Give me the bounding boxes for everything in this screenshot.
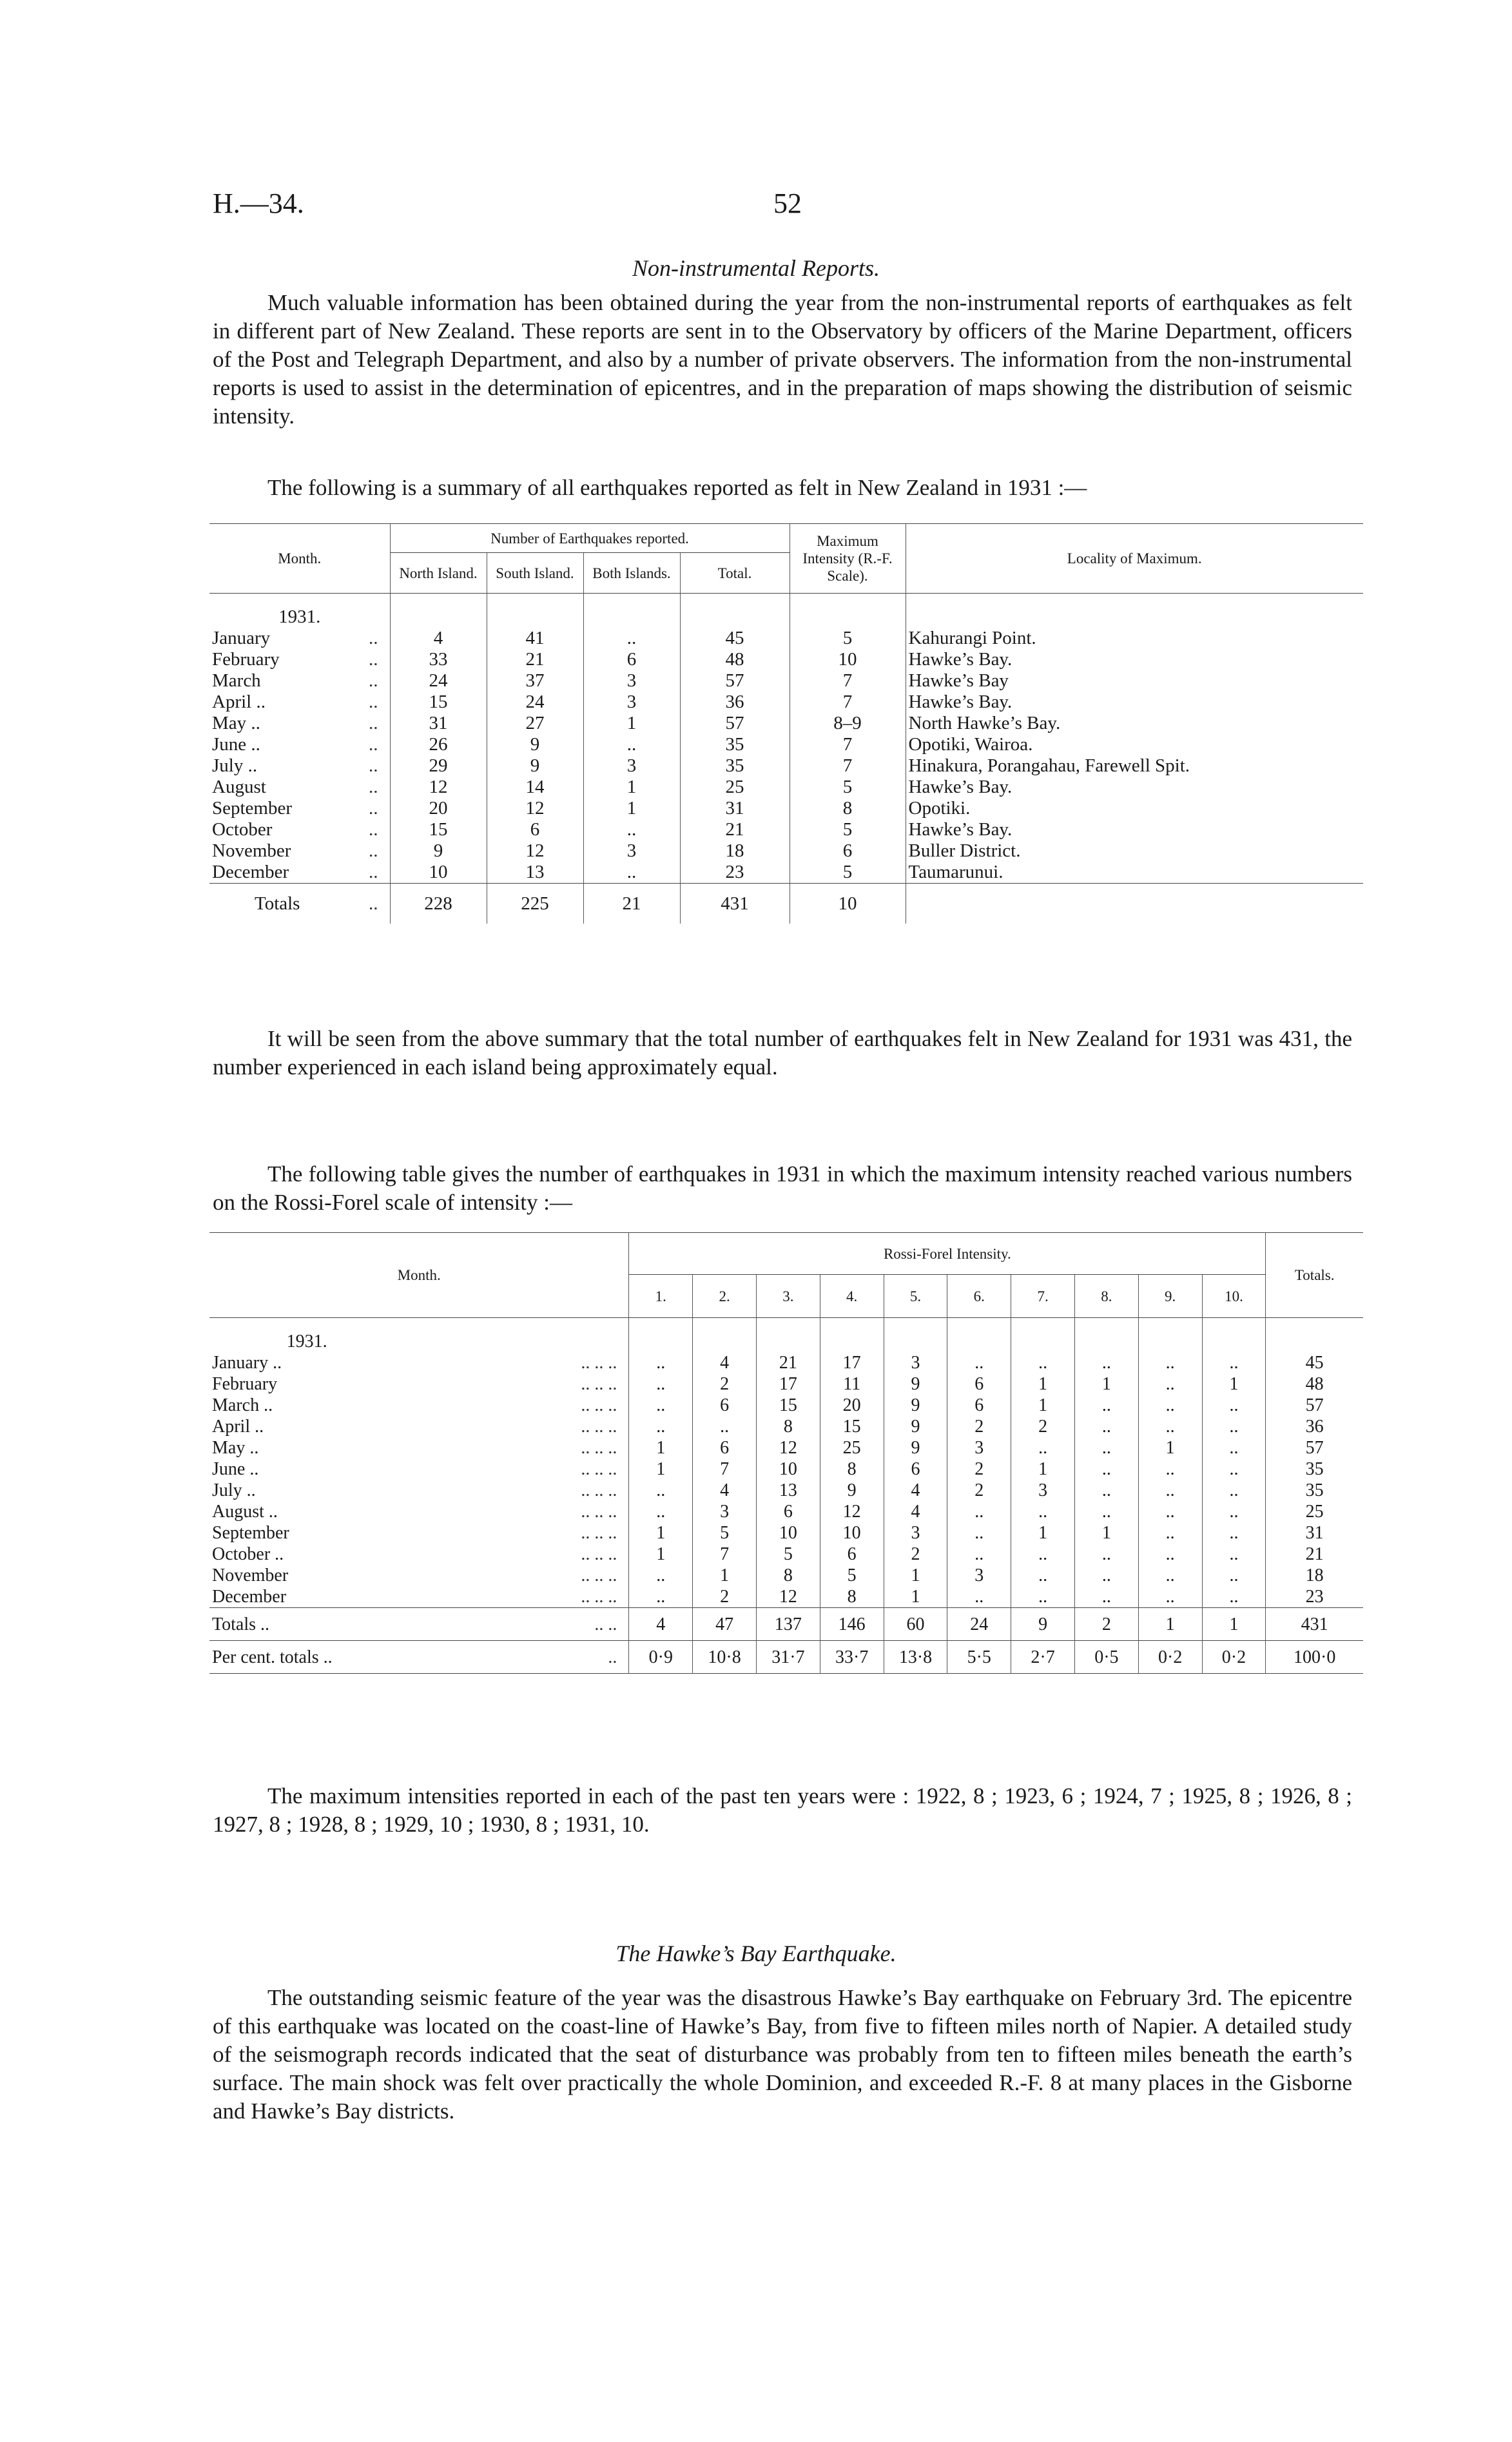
table-row: August .. .. .. .. .. 3 6 12 4 .. .. .. .. .. 25 xyxy=(209,1501,1363,1522)
table-row: March .. 24 37 3 57 7 Hawke’s Bay xyxy=(212,670,1009,691)
table-row: January .. 4 41 .. 45 5 Kahurangi Point. xyxy=(212,628,1036,648)
intensity-col-7: 7. xyxy=(1011,1275,1075,1318)
table-row: September .. .. .. 1 5 10 10 3 .. 1 1 .. .. 31 xyxy=(209,1522,1363,1544)
both-islands-header: Both Islands. xyxy=(583,553,680,594)
table-row: December .. 10 13 .. 23 5 Taumarunui. xyxy=(209,862,1363,884)
table-row: April .. .. .. .. .. .. 8 15 9 2 2 .. .. .. 36 xyxy=(209,1416,1363,1437)
intensity-col-2: 2. xyxy=(693,1275,757,1318)
year-label: 1931. xyxy=(209,606,390,628)
hawkes-bay-paragraph: The outstanding seismic feature of the year was the disastrous Hawke’s Bay earthquake on February 3rd. The epicentre of this earthquake was located on the coast-line of Hawke’s Bay, from five to fifteen miles north of Napier. A detailed study of the seismograph records indicated that the seat of disturbance was probably from ten to fifteen miles beneath the earth’s surface. The main shock was felt over practically the whole Dominion, and exceeded R.-F. 8 at many places in the Gisborne and Hawke’s Bay districts. xyxy=(213,1985,1352,2124)
north-island-header: North Island. xyxy=(390,553,487,594)
month-header: Month. xyxy=(209,524,390,594)
intensity-intro-paragraph: The following table gives the number of earthquakes in 1931 in which the maximum intensity reached various numbers on the Rossi-Forel scale of intensity :— xyxy=(213,1161,1352,1215)
intensity-col-5: 5. xyxy=(884,1275,947,1318)
intensity-totals-header: Totals. xyxy=(1266,1233,1363,1318)
page-reference: H.—34. xyxy=(213,188,304,219)
table-row: February .. .. .. .. 2 17 11 9 6 1 1 .. 1 48 xyxy=(209,1373,1363,1395)
south-island-header: South Island. xyxy=(487,553,583,594)
intensity-col-10: 10. xyxy=(1225,1288,1243,1304)
table-row: February .. 33 21 6 48 10 Hawke’s Bay. xyxy=(212,649,1013,670)
intensity-col-6: 6. xyxy=(947,1275,1011,1318)
intensity-col-8: 8. xyxy=(1074,1275,1138,1318)
summary-intro-paragraph: The following is a summary of all earthquakes reported as felt in New Zealand in 1931 :— xyxy=(267,475,1087,500)
intro-paragraph: Much valuable information has been obtained during the year from the non-instrumental reports of earthquakes as felt in different part of New Zealand. These reports are sent in to the Observatory by officers of the Marine Department, officers of the Post and Telegraph Department, and also by a number of private observers. The information from the non-instrumental reports is used to assist in the determination of epicentres, and in the preparation of maps showing the distribution of seismic intensity. xyxy=(213,290,1352,429)
intensity-col-9: 9. xyxy=(1138,1275,1202,1318)
table-row: July .. .. 29 9 3 35 7 Hinakura, Porangahau, Farewell Spit. xyxy=(212,755,1190,776)
intensity-year-label: 1931. xyxy=(286,1332,327,1352)
rossi-forel-header: Rossi-Forel Intensity. xyxy=(629,1233,1266,1275)
section-heading-non-instrumental: Non-instrumental Reports. xyxy=(632,255,880,281)
totals-row: Totals .. .. .. 4 47 137 146 60 24 9 2 1 1 431 xyxy=(209,1608,1363,1641)
past-years-paragraph: The maximum intensities reported in each of the past ten years were : 1922, 8 ; 1923, 6 ; 1924, 7 ; 1925, 8 ; 1926, 8 ; 1927, 8 ; 1928, 8 ; 1929, 10 ; 1930, 8 ; 1931, 10. xyxy=(213,1783,1352,1837)
table-row: July .. .. .. .. .. 4 13 9 4 2 3 .. .. .. 35 xyxy=(209,1480,1363,1501)
section-heading-hawkes-bay: The Hawke’s Bay Earthquake. xyxy=(615,1941,897,1966)
page-number: 52 xyxy=(773,188,802,219)
table-row: January .. .. .. .. .. 4 21 17 3 .. .. .. .. .. 45 xyxy=(209,1352,1363,1373)
earthquake-summary-table xyxy=(209,523,1363,924)
table-row: March .. .. .. .. .. 6 15 20 9 6 1 .. .. .. 57 xyxy=(209,1395,1363,1416)
intensity-month-header: Month. xyxy=(209,1233,629,1318)
table-row: October .. .. .. .. 1 7 5 6 2 .. .. .. .. .. 21 xyxy=(209,1544,1363,1565)
table-row: June .. .. 26 9 .. 35 7 Opotiki, Wairoa. xyxy=(212,734,1033,755)
table-row: August .. 12 14 1 25 5 Hawke’s Bay. xyxy=(212,777,1013,797)
intensity-col-3: 3. xyxy=(756,1275,820,1318)
table-row: November .. .. .. .. 1 8 5 1 3 .. .. .. .. 18 xyxy=(209,1565,1363,1586)
number-reported-header: Number of Earthquakes reported. xyxy=(390,524,790,553)
intensity-col-4: 4. xyxy=(820,1275,884,1318)
totals-row: Totals .. 228 225 21 431 10 xyxy=(209,884,1363,924)
rossi-forel-intensity-table xyxy=(209,1232,1363,1674)
max-intensity-header: Maximum Intensity (R.-F. Scale). xyxy=(790,524,906,594)
table-row: April .. .. 15 24 3 36 7 Hawke’s Bay. xyxy=(212,692,1013,712)
table-row: November .. 9 12 3 18 6 Buller District. xyxy=(212,840,1021,861)
table-row: December .. .. .. .. 2 12 8 1 .. .. .. .. .. 23 xyxy=(209,1586,1363,1608)
table-row: May .. .. 31 27 1 57 8–9 North Hawke’s Bay. xyxy=(212,713,1061,733)
table-row: October .. 15 6 .. 21 5 Hawke’s Bay. xyxy=(212,819,1013,840)
summary-conclusion-paragraph: It will be seen from the above summary that the total number of earthquakes felt in New Zealand for 1931 was 431, the number experienced in each island being approximately equal. xyxy=(213,1026,1352,1080)
table-row: September .. 20 12 1 31 8 Opotiki. xyxy=(212,798,971,819)
locality-header: Locality of Maximum. xyxy=(1067,550,1202,567)
table-row: June .. .. .. .. 1 7 10 8 6 2 1 .. .. .. 35 xyxy=(209,1458,1363,1480)
intensity-col-1: 1. xyxy=(629,1275,693,1318)
total-header: Total. xyxy=(717,565,752,581)
table-row: May .. .. .. .. 1 6 12 25 9 3 .. .. 1 .. 57 xyxy=(209,1437,1363,1458)
percent-row: Per cent. totals .. .. 0·9 10·8 31·7 33·7 13·8 5·5 2·7 0·5 0·2 0·2 100·0 xyxy=(209,1641,1363,1674)
